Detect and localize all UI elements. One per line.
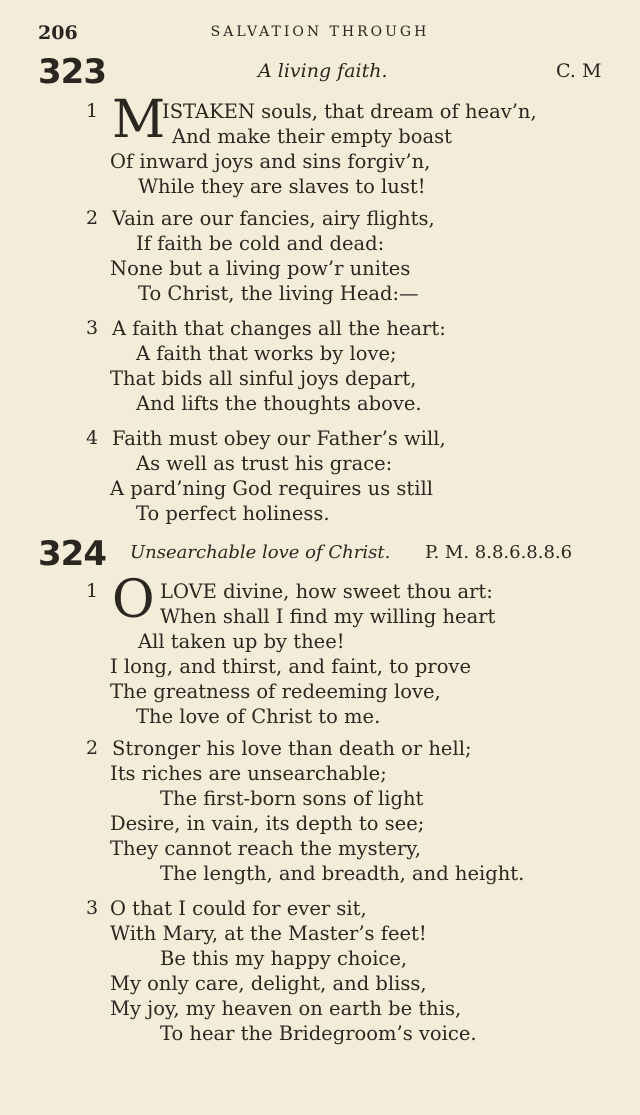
running-head: SALVATION THROUGH [210,24,430,40]
hymn-number: 323 [38,52,106,92]
verse-line: When shall I find my willing heart [160,605,496,628]
verse-number: 3 [86,317,99,339]
hymn-number: 324 [38,534,106,574]
verse-line: A faith that works by love; [136,342,397,365]
verse-number: 3 [86,897,99,919]
verse-line: A faith that changes all the heart: [112,317,446,340]
verse-line: Stronger his love than death or hell; [112,737,472,760]
verse-line: If faith be cold and dead: [136,232,385,255]
hymn-323-heading [0,52,640,92]
verse-line: With Mary, at the Master’s feet! [110,922,427,945]
hymn-title: A living faith. [258,60,388,82]
verse-line: And make their empty boast [172,125,452,148]
verse-number: 2 [86,207,99,229]
verse-line: I long, and thirst, and faint, to prove [110,655,471,678]
verse-line: A pard’ning God requires us still [110,477,433,500]
page-number: 206 [38,22,78,44]
verse-line: Its riches are unsearchable; [110,762,387,785]
verse-line: And lifts the thoughts above. [136,392,422,415]
verse-line: They cannot reach the mystery, [110,837,421,860]
verse-line: The greatness of redeeming love, [110,680,441,703]
verse-number: 2 [86,737,99,759]
verse-line: Vain are our fancies, airy flights, [112,207,435,230]
verse-line: To perfect holiness. [136,502,330,525]
verse-number: 4 [86,427,99,449]
hymn-meter: C. M [556,60,602,82]
verse-line: All taken up by thee! [138,630,345,653]
verse-line: Desire, in vain, its depth to see; [110,812,425,835]
verse-line: Faith must obey our Father’s will, [112,427,446,450]
drop-cap: M [112,90,166,150]
verse-line: That bids all sinful joys depart, [110,367,417,390]
verse-line: To hear the Bridegroom’s voice. [160,1022,477,1045]
hymn-meter: P. M. 8.8.6.8.8.6 [425,542,573,563]
verse-line: The length, and breadth, and height. [160,862,525,885]
hymn-324-heading [0,534,640,574]
verse-line: ISTAKEN souls, that dream of heav’n, [162,100,537,123]
verse-line: As well as trust his grace: [136,452,393,475]
verse-line: LOVE divine, how sweet thou art: [160,580,493,603]
verse-line: While they are slaves to lust! [138,175,426,198]
verse-number: 1 [86,100,99,122]
verse-number: 1 [86,580,99,602]
verse-line: The first-born sons of light [160,787,424,810]
verse-line: My joy, my heaven on earth be this, [110,997,462,1020]
hymn-title: Unsearchable love of Christ. [130,542,391,563]
verse-line: To Christ, the living Head:— [138,282,419,305]
verse-line: Of inward joys and sins forgiv’n, [110,150,431,173]
page-header [0,22,640,46]
verse-line: The love of Christ to me. [136,705,381,728]
verse-line: My only care, delight, and bliss, [110,972,427,995]
drop-cap: O [112,570,155,630]
verse-line: O that I could for ever sit, [110,897,367,920]
verse-line: Be this my happy choice, [160,947,408,970]
verse-line: None but a living pow’r unites [110,257,411,280]
